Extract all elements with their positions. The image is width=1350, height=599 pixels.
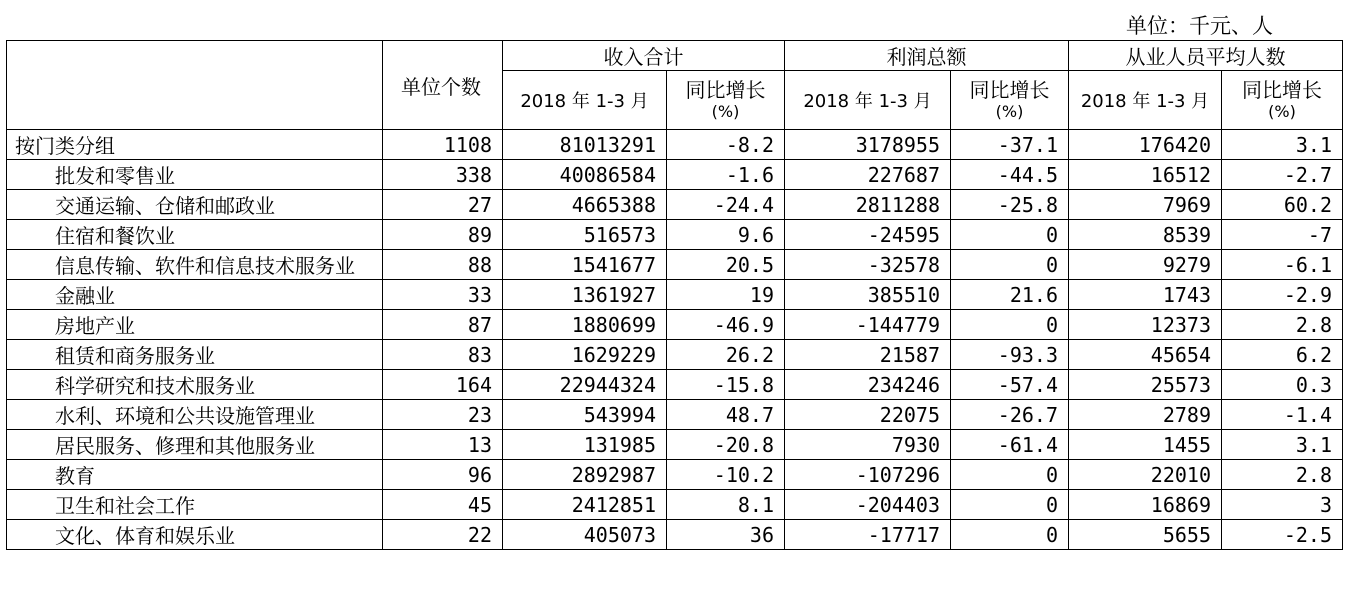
table-row [7, 520, 1343, 550]
table-row [7, 250, 1343, 280]
table-row [7, 130, 1343, 160]
cell-revenue: 1880699 [503, 310, 667, 340]
cell-revenue: 131985 [503, 430, 667, 460]
cell-count: 27 [383, 190, 503, 220]
cell-count: 88 [383, 250, 503, 280]
row-name: 房地产业 [7, 310, 383, 340]
cell-revenue-yoy: -10.2 [667, 460, 785, 490]
cell-profit: -24595 [785, 220, 951, 250]
cell-profit: 227687 [785, 160, 951, 190]
cell-revenue-yoy: 36 [667, 520, 785, 550]
table-row [7, 340, 1343, 370]
table-row [7, 160, 1343, 190]
unit-note: 单位：千元、人 [1126, 14, 1273, 38]
cell-revenue: 543994 [503, 400, 667, 430]
cell-profit-yoy: 0 [951, 520, 1069, 550]
cell-employees: 5655 [1069, 520, 1222, 550]
cell-employees-yoy: 3.1 [1222, 430, 1343, 460]
cell-employees: 9279 [1069, 250, 1222, 280]
table-row [7, 430, 1343, 460]
row-name: 批发和零售业 [7, 160, 383, 190]
yoy-label: 同比增长 [1242, 78, 1322, 102]
cell-revenue: 516573 [503, 220, 667, 250]
header-group-employees: 从业人员平均人数 [1069, 41, 1343, 71]
cell-profit-yoy: 0 [951, 310, 1069, 340]
cell-revenue-yoy: -20.8 [667, 430, 785, 460]
cell-employees: 1743 [1069, 280, 1222, 310]
cell-revenue-yoy: -15.8 [667, 370, 785, 400]
cell-revenue: 4665388 [503, 190, 667, 220]
cell-count: 164 [383, 370, 503, 400]
cell-employees: 16869 [1069, 490, 1222, 520]
table-row [7, 280, 1343, 310]
cell-employees-yoy: -2.7 [1222, 160, 1343, 190]
cell-employees: 2789 [1069, 400, 1222, 430]
cell-employees: 8539 [1069, 220, 1222, 250]
cell-employees-yoy: -1.4 [1222, 400, 1343, 430]
row-name: 科学研究和技术服务业 [7, 370, 383, 400]
cell-profit-yoy: 0 [951, 460, 1069, 490]
row-name: 信息传输、软件和信息技术服务业 [7, 250, 383, 280]
row-name: 金融业 [7, 280, 383, 310]
cell-profit-yoy: -57.4 [951, 370, 1069, 400]
cell-count: 33 [383, 280, 503, 310]
cell-employees-yoy: -7 [1222, 220, 1343, 250]
cell-employees: 25573 [1069, 370, 1222, 400]
cell-profit: 2811288 [785, 190, 951, 220]
row-name: 居民服务、修理和其他服务业 [7, 430, 383, 460]
cell-profit: -32578 [785, 250, 951, 280]
cell-profit: -107296 [785, 460, 951, 490]
cell-profit-yoy: 0 [951, 490, 1069, 520]
cell-profit-yoy: -61.4 [951, 430, 1069, 460]
cell-profit-yoy: -37.1 [951, 130, 1069, 160]
row-name: 按门类分组 [7, 130, 383, 160]
header-employees-yoy [1222, 71, 1343, 130]
header-blank [7, 41, 383, 130]
cell-revenue: 1361927 [503, 280, 667, 310]
table-row [7, 490, 1343, 520]
cell-revenue: 1629229 [503, 340, 667, 370]
row-name: 住宿和餐饮业 [7, 220, 383, 250]
yoy-label: 同比增长 [685, 78, 766, 102]
cell-revenue-yoy: 9.6 [667, 220, 785, 250]
yoy-label: 同比增长 [969, 78, 1050, 102]
yoy-unit: (%) [711, 102, 740, 121]
cell-employees-yoy: 2.8 [1222, 310, 1343, 340]
cell-profit: 7930 [785, 430, 951, 460]
cell-employees-yoy: -2.5 [1222, 520, 1343, 550]
cell-revenue: 2412851 [503, 490, 667, 520]
row-name: 教育 [7, 460, 383, 490]
header-group-profit: 利润总额 [785, 41, 1069, 71]
table-row [7, 310, 1343, 340]
cell-revenue-yoy: -8.2 [667, 130, 785, 160]
cell-employees: 16512 [1069, 160, 1222, 190]
cell-count: 83 [383, 340, 503, 370]
cell-employees-yoy: 60.2 [1222, 190, 1343, 220]
cell-count: 22 [383, 520, 503, 550]
cell-revenue: 2892987 [503, 460, 667, 490]
cell-employees-yoy: 3.1 [1222, 130, 1343, 160]
cell-profit: 234246 [785, 370, 951, 400]
cell-count: 45 [383, 490, 503, 520]
cell-employees-yoy: 3 [1222, 490, 1343, 520]
cell-revenue-yoy: -1.6 [667, 160, 785, 190]
cell-profit: -17717 [785, 520, 951, 550]
cell-count: 338 [383, 160, 503, 190]
cell-revenue: 40086584 [503, 160, 667, 190]
cell-revenue-yoy: -46.9 [667, 310, 785, 340]
cell-employees-yoy: 6.2 [1222, 340, 1343, 370]
cell-employees: 1455 [1069, 430, 1222, 460]
cell-profit-yoy: 0 [951, 220, 1069, 250]
yoy-unit: (%) [1268, 102, 1296, 121]
header-profit-yoy [951, 71, 1069, 130]
cell-count: 1108 [383, 130, 503, 160]
cell-revenue-yoy: 8.1 [667, 490, 785, 520]
cell-revenue-yoy: 26.2 [667, 340, 785, 370]
cell-employees: 7969 [1069, 190, 1222, 220]
cell-profit-yoy: -25.8 [951, 190, 1069, 220]
cell-employees-yoy: -6.1 [1222, 250, 1343, 280]
statistics-table [6, 40, 1343, 550]
header-group-revenue: 收入合计 [503, 41, 785, 71]
cell-count: 23 [383, 400, 503, 430]
cell-revenue-yoy: 20.5 [667, 250, 785, 280]
cell-revenue-yoy: -24.4 [667, 190, 785, 220]
cell-count: 89 [383, 220, 503, 250]
cell-revenue-yoy: 48.7 [667, 400, 785, 430]
cell-profit-yoy: -93.3 [951, 340, 1069, 370]
cell-profit-yoy: 21.6 [951, 280, 1069, 310]
cell-employees: 176420 [1069, 130, 1222, 160]
cell-revenue-yoy: 19 [667, 280, 785, 310]
cell-revenue: 405073 [503, 520, 667, 550]
row-name: 租赁和商务服务业 [7, 340, 383, 370]
cell-profit: 21587 [785, 340, 951, 370]
cell-employees: 22010 [1069, 460, 1222, 490]
header-profit-period: 2018 年 1-3 月 [785, 71, 951, 130]
table-row [7, 370, 1343, 400]
cell-profit: 385510 [785, 280, 951, 310]
cell-profit: -144779 [785, 310, 951, 340]
cell-profit-yoy: -26.7 [951, 400, 1069, 430]
header-revenue-period: 2018 年 1-3 月 [503, 71, 667, 130]
header-employees-period: 2018 年 1-3 月 [1069, 71, 1222, 130]
cell-revenue: 1541677 [503, 250, 667, 280]
row-name: 文化、体育和娱乐业 [7, 520, 383, 550]
yoy-unit: (%) [995, 102, 1024, 121]
cell-employees: 12373 [1069, 310, 1222, 340]
table-row [7, 460, 1343, 490]
cell-count: 87 [383, 310, 503, 340]
cell-count: 13 [383, 430, 503, 460]
table-row [7, 190, 1343, 220]
table-row [7, 400, 1343, 430]
cell-employees-yoy: -2.9 [1222, 280, 1343, 310]
cell-revenue: 81013291 [503, 130, 667, 160]
cell-employees-yoy: 2.8 [1222, 460, 1343, 490]
row-name: 水利、环境和公共设施管理业 [7, 400, 383, 430]
cell-revenue: 22944324 [503, 370, 667, 400]
table-row [7, 220, 1343, 250]
cell-profit: 22075 [785, 400, 951, 430]
cell-profit: -204403 [785, 490, 951, 520]
cell-profit: 3178955 [785, 130, 951, 160]
header-count: 单位个数 [383, 41, 503, 130]
row-name: 卫生和社会工作 [7, 490, 383, 520]
cell-employees: 45654 [1069, 340, 1222, 370]
cell-employees-yoy: 0.3 [1222, 370, 1343, 400]
cell-profit-yoy: 0 [951, 250, 1069, 280]
cell-count: 96 [383, 460, 503, 490]
header-revenue-yoy [667, 71, 785, 130]
row-name: 交通运输、仓储和邮政业 [7, 190, 383, 220]
cell-profit-yoy: -44.5 [951, 160, 1069, 190]
